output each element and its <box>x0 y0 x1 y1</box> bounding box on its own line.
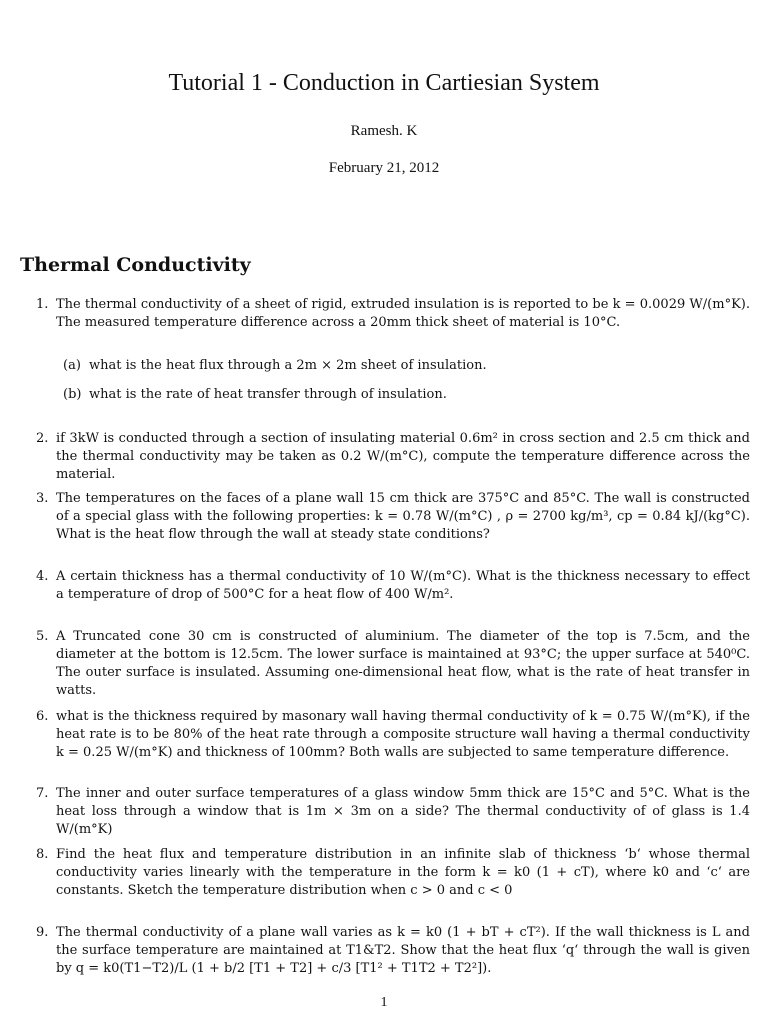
question-number: 6. <box>36 709 49 724</box>
question-3 <box>36 490 750 544</box>
question-text: The thermal conductivity of a plane wall varies as k = k0 (1 + bT + cT²). If the wall thickness is L and the surface temperature are maintained at T1&T2. Show that the heat flux ‘q‘ through the wall is given by q = k0(T1−T2)/L (1 + b/2 [T1 + T2] + c/3 [T1² + T1T2 + T2²]). <box>56 925 750 976</box>
question-text: A certain thickness has a thermal conductivity of 10 W/(m°C). What is the thickness necessary to effect a temperature of drop of 500°C for a heat flow of 400 W/m². <box>56 569 750 602</box>
section-heading: Thermal Conductivity <box>20 254 251 276</box>
question-number: 3. <box>36 491 49 506</box>
question-text: The inner and outer surface temperatures of a glass window 5mm thick are 15°C and 5°C. What is the heat loss through a window that is 1m × 3m on a side? The thermal conductivity of of glass is 1.4 W/(m°K) <box>56 786 750 837</box>
question-8 <box>36 846 750 900</box>
document-title: Tutorial 1 - Conduction in Cartiesian System <box>168 70 600 96</box>
sub-item-label: (a) <box>63 358 81 373</box>
question-number: 8. <box>36 847 49 862</box>
page-number: 1 <box>380 995 388 1010</box>
question-text: The thermal conductivity of a sheet of rigid, extruded insulation is is reported to be k = 0.0029 W/(m°K). The measured temperature difference across a 20mm thick sheet of material is 10°C. <box>56 297 750 330</box>
sub-item-text: what is the rate of heat transfer through of insulation. <box>89 387 447 402</box>
sub-item-label: (b) <box>63 387 82 402</box>
question-9 <box>36 924 750 978</box>
question-number: 2. <box>36 431 49 446</box>
question-text: if 3kW is conducted through a section of insulating material 0.6m² in cross section and 2.5 cm thick and the thermal conductivity may be taken as 0.2 W/(m°C), compute the temperature difference across the material. <box>56 431 750 482</box>
sub-item-a <box>63 357 743 375</box>
question-number: 7. <box>36 786 49 801</box>
question-text: what is the thickness required by masonary wall having thermal conductivity of k = 0.75 W/(m°K), if the heat rate is to be 80% of the heat rate through a composite structure wall having a thermal conductivity k = 0.25 W/(m°K) and thickness of 100mm? Both walls are subjected to same temperature difference. <box>56 709 750 760</box>
sub-item-b <box>63 386 743 404</box>
question-number: 5. <box>36 629 49 644</box>
question-5 <box>36 628 750 700</box>
document-author: Ramesh. K <box>350 123 418 139</box>
question-text: The temperatures on the faces of a plane wall 15 cm thick are 375°C and 85°C. The wall is constructed of a special glass with the following properties: k = 0.78 W/(m°C) , ρ = 2700 kg/m³, cp = 0.84 kJ/(kg°C). What is the heat flow through the wall at steady state conditions? <box>56 491 750 542</box>
question-number: 9. <box>36 925 49 940</box>
question-7 <box>36 785 750 839</box>
document-date: February 21, 2012 <box>328 160 440 176</box>
question-text: A Truncated cone 30 cm is constructed of aluminium. The diameter of the top is 7.5cm, and the diameter at the bottom is 12.5cm. The lower surface is maintained at 93°C; the upper surface at 540⁰C. The outer surface is insulated. Assuming one-dimensional heat flow, what is the rate of heat transfer in watts. <box>56 629 750 698</box>
question-number: 1. <box>36 297 49 312</box>
question-2 <box>36 430 750 484</box>
question-1 <box>36 296 750 332</box>
sub-item-text: what is the heat flux through a 2m × 2m sheet of insulation. <box>89 358 487 373</box>
question-6 <box>36 708 750 762</box>
question-4 <box>36 568 750 604</box>
question-number: 4. <box>36 569 49 584</box>
question-text: Find the heat flux and temperature distribution in an infinite slab of thickness ‘b‘ whose thermal conductivity varies linearly with the temperature in the form k = k0 (1 + cT), where k0 and ‘c‘ are constants. Sketch the temperature distribution when c > 0 and c < 0 <box>56 847 750 898</box>
